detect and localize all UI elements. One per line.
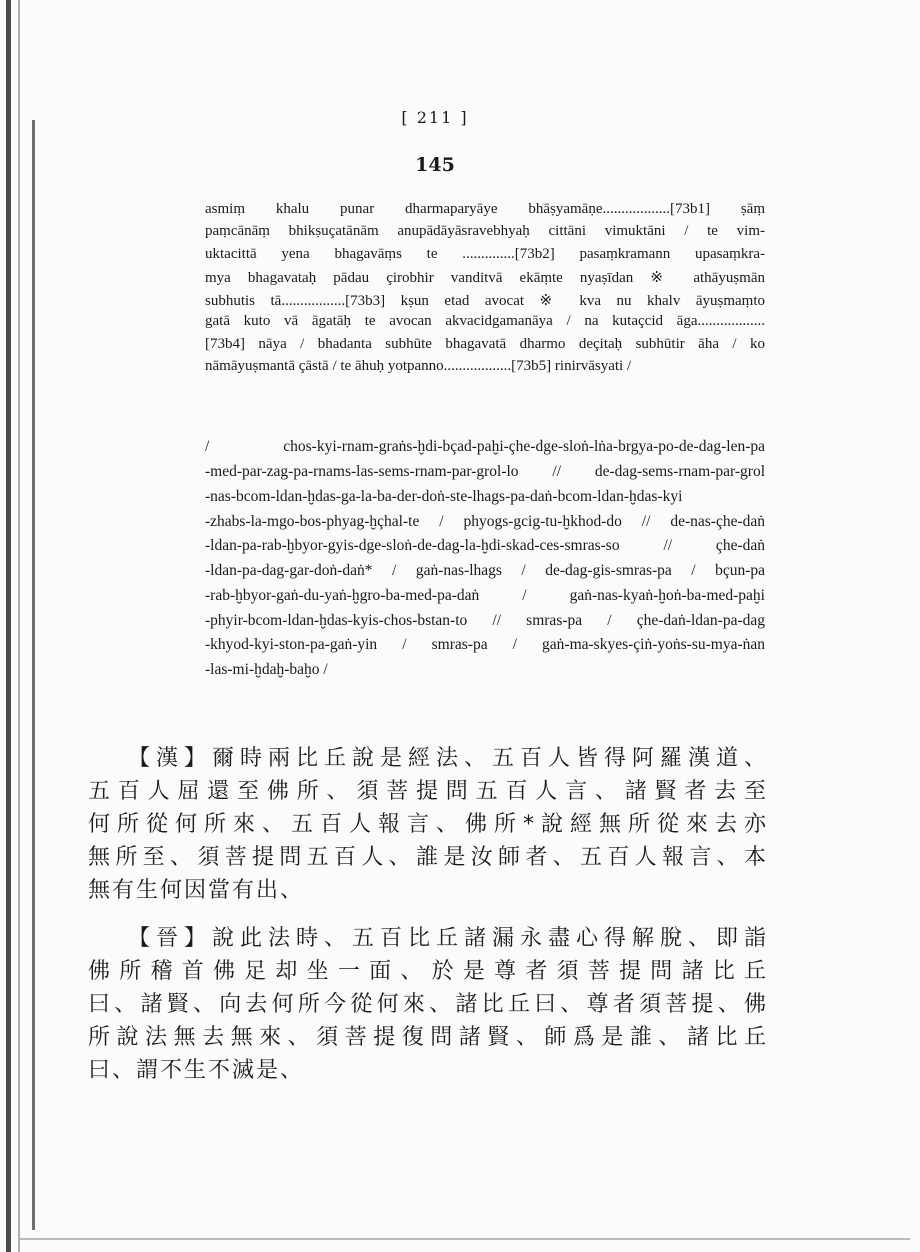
tibetan-line: -med-par-zag-pa-rnams-las-sems-rnam-par-grol-lo // de-dag-sems-rnam-par-grol [205, 463, 765, 480]
tibetan-line: / chos-kyi-rnam-graṅs-ḫdi-bçad-paḫi-çhe-dge-sloṅ-lṅa-brgya-po-de-dag-len-pa [205, 438, 765, 455]
sanskrit-line: asmiṃ khalu punar dharmaparyāye bhāṣyamāṇe..................[73b1] ṣāṃ [205, 201, 765, 217]
chinese-line: 曰、謂不生不滅是、 [88, 1058, 305, 1083]
chinese-line: 【晉】說此法時、五百比丘諸漏永盡心得解脫、即詣 [128, 926, 768, 951]
section-number: 145 [415, 154, 455, 176]
scan-edge-shadow [6, 0, 11, 1252]
scan-bottom-edge [20, 1238, 910, 1240]
chinese-line: 何所從何所來、五百人報言、佛所*說經無所從來去亦 [88, 812, 768, 837]
tibetan-line: -las-mi-ḫdaḫ-baḫo / [205, 661, 328, 678]
chinese-line: 所說法無去無來、須菩提復問諸賢、師爲是誰、諸比丘 [88, 1025, 768, 1050]
sanskrit-line: [73b4] nāya / bhadanta subhūte bhagavatā dharmo deçitaḥ subhūtir āha / ko [205, 336, 765, 352]
scan-edge-line [18, 0, 20, 1252]
chinese-line: 無有生何因當有出、 [88, 878, 305, 903]
tibetan-line: -nas-bcom-ldan-ḫdas-ga-la-ba-der-doṅ-ste-lhags-pa-daṅ-bcom-ldan-ḫdas-kyi [205, 488, 683, 505]
tibetan-line: -khyod-kyi-ston-pa-gaṅ-yin / smras-pa / gaṅ-ma-skyes-çiṅ-yoṅs-su-mya-ṅan [205, 636, 765, 653]
tibetan-line: -ldan-pa-dag-gar-doṅ-daṅ* / gaṅ-nas-lhags / de-dag-gis-smras-pa / bçun-pa [205, 562, 765, 579]
tibetan-line: -ldan-pa-rab-ḫbyor-gyis-dge-sloṅ-de-dag-la-ḫdi-skad-ces-smras-so // çhe-daṅ [205, 537, 765, 554]
sanskrit-line: paṃcānāṃ bhikṣuçatānām anupādāyāsravebhyaḥ cittāni vimuktāni / te vim- [205, 223, 765, 239]
sanskrit-line: gatā kuto vā āgatāḥ te avocan akvacidgamanāya / na kutaçcid āga.................. [205, 313, 765, 329]
sanskrit-line: mya bhagavataḥ pādau çirobhir vanditvā ekāṃte nyaṣīdan ※ athāyuṣmān [205, 270, 765, 286]
chinese-line: 曰、諸賢、向去何所今從何來、諸比丘曰、尊者須菩提、佛 [88, 992, 768, 1017]
sanskrit-line: subhutis tā.................[73b3] kṣun etad avocat ※ kva nu khalv āyuṣmaṃto [205, 293, 765, 309]
binding-line [32, 120, 35, 1230]
sanskrit-line: nāmāyuṣmantā çāstā / te āhuḥ yotpanno..................[73b5] rinirvāsyati / [205, 358, 632, 374]
chinese-line: 佛所稽首佛足却坐一面、於是尊者須菩提問諸比丘 [88, 959, 768, 984]
tibetan-line: -rab-ḫbyor-gaṅ-du-yaṅ-ḫgro-ba-med-pa-daṅ / gaṅ-nas-kyaṅ-ḫoṅ-ba-med-paḫi [205, 587, 765, 604]
page-number: [ 211 ] [401, 108, 469, 127]
sanskrit-line: uktacittā yena bhagavāṃs te ..............[73b2] pasaṃkramann upasaṃkra- [205, 246, 765, 262]
chinese-line: 五百人屈還至佛所、須菩提問五百人言、諸賢者去至 [88, 779, 768, 804]
tibetan-line: -phyir-bcom-ldan-ḫdas-kyis-chos-bstan-to // smras-pa / çhe-daṅ-ldan-pa-dag [205, 612, 765, 629]
chinese-line: 無所至、須菩提問五百人、誰是汝師者、五百人報言、本 [88, 845, 768, 870]
chinese-line: 【漢】爾時兩比丘說是經法、五百人皆得阿羅漢道、 [128, 746, 768, 771]
tibetan-line: -zhabs-la-mgo-bos-phyag-ḫçhal-te / phyogs-gcig-tu-ḫkhod-do // de-nas-çhe-daṅ [205, 513, 765, 530]
